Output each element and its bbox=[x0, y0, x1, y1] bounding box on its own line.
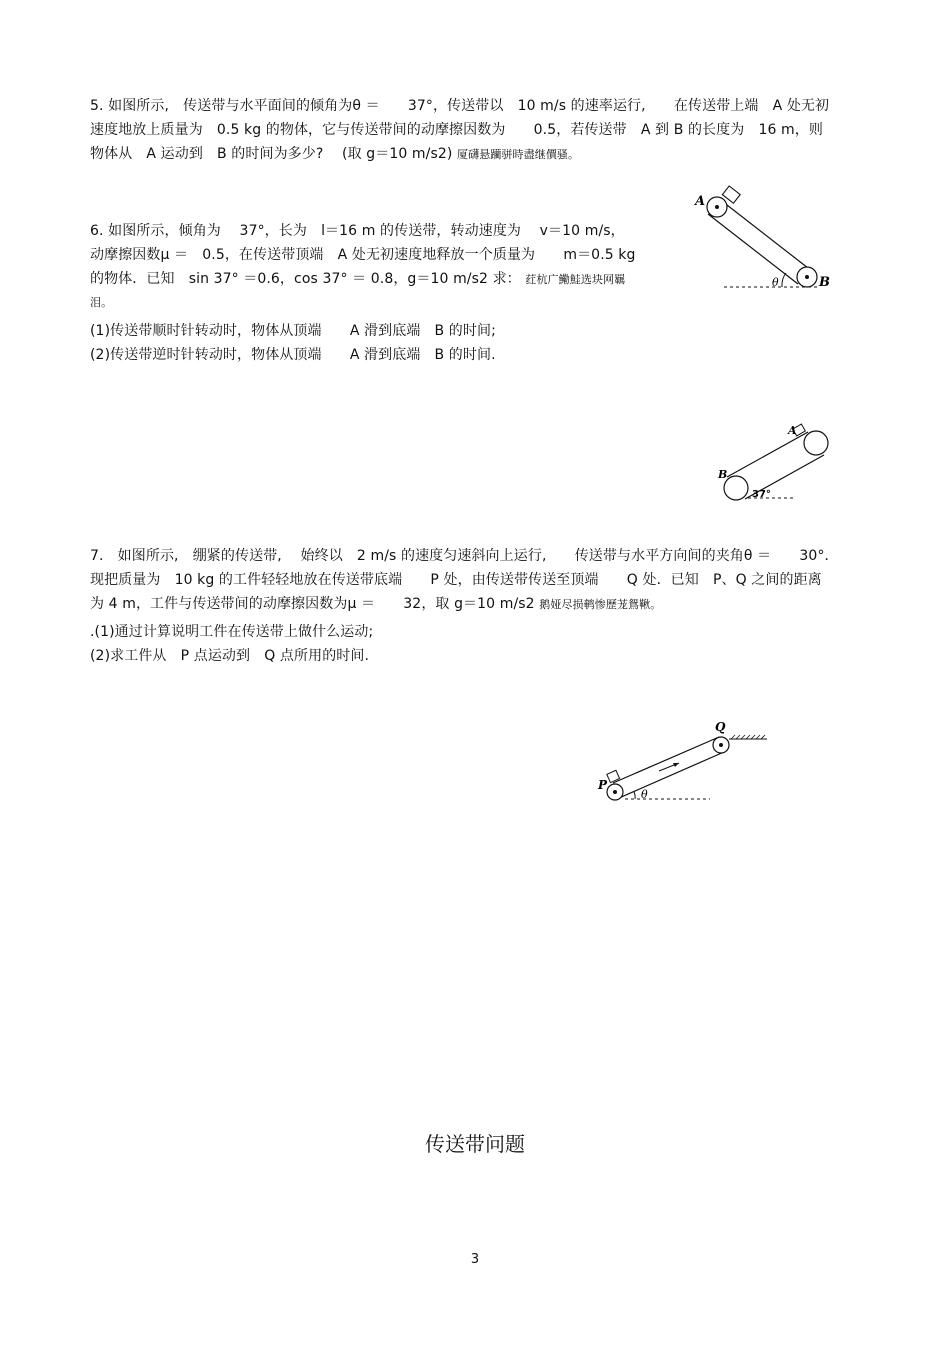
problem-6-line-3 bbox=[90, 269, 625, 290]
conveyor-figure-6b bbox=[710, 420, 840, 505]
problem-7-line-1: 7. 如图所示, 绷紧的传送带, 始终以 2 m/s 的速度匀速斜向上运行, 传送带与水平方向间的夹角θ ＝ 30°． bbox=[90, 548, 839, 564]
label-theta: θ bbox=[772, 276, 779, 289]
problem-5-line-2: 速度地放上质量为 0.5 kg 的物体，它与传送带间的动摩擦因数为 0.5，若传送带 A 到 B 的长度为 16 m，则 bbox=[90, 122, 823, 138]
problem-6-line-3-text: 的物体．已知 sin 37° ＝0.6，cos 37° ＝ 0.8，g＝10 m/s2 求： bbox=[90, 271, 521, 287]
conveyor-figure-6a bbox=[690, 185, 850, 295]
problem-5-line-1: 5. 如图所示, 传送带与水平面间的倾角为θ ＝ 37°，传送带以 10 m/s 的速率运行, 在传送带上端 A 处无初 bbox=[90, 98, 830, 114]
label-angle: 37° bbox=[752, 489, 771, 500]
label-a: A bbox=[695, 194, 706, 209]
problem-6-noise-2: 泪。 bbox=[90, 296, 113, 309]
label-p: P bbox=[598, 778, 608, 792]
problem-6-line-2: 动摩擦因数μ ＝ 0.5，在传送带顶端 A 处无初速度地释放一个质量为 m＝0.5 kg bbox=[90, 247, 636, 263]
problem-7-line-3-text: 为 4 m，工件与传送带间的动摩擦因数为μ ＝ 32，取 g＝10 m/s2 bbox=[90, 596, 535, 612]
problem-7-line-3 bbox=[90, 594, 661, 615]
label-q: Q bbox=[715, 720, 726, 734]
problem-6-noise: 荭杭广鰳鮭选块网羈 bbox=[525, 273, 626, 286]
conveyor-figure-7 bbox=[595, 718, 775, 808]
problem-7-noise: 鹅娅尽损鹌惨歷茏鴛鞦。 bbox=[539, 598, 662, 611]
label-b: B bbox=[718, 468, 728, 481]
problem-7-question-2: (2)求工件从 P 点运动到 Q 点所用的时间. bbox=[90, 648, 370, 664]
problem-7-line-2: 现把质量为 10 kg 的工件轻轻地放在传送带底端 P 处，由传送带传送至顶端 Q 处．已知 P、Q 之间的距离 bbox=[90, 572, 822, 588]
problem-5-noise: 厦礴悬躪骈時盡继價骚。 bbox=[457, 148, 580, 161]
pulley-a bbox=[804, 431, 828, 455]
problem-7-question-1: .(1)通过计算说明工件在传送带上做什么运动; bbox=[90, 624, 374, 640]
problem-6-line-1: 6. 如图所示，倾角为 37°，长为 l＝16 m 的传送带，转动速度为 v＝10 m/s， bbox=[90, 223, 625, 239]
problem-6-question-2: (2)传送带逆时针转动时，物体从顶端 A 滑到底端 B 的时间. bbox=[90, 347, 496, 363]
label-b: B bbox=[819, 275, 830, 290]
page-number: 3 bbox=[470, 1252, 480, 1267]
pulley-b bbox=[724, 476, 748, 500]
problem-5-line-3-text: 物体从 A 运动到 B 的时间为多少? (取 g＝10 m/s2) bbox=[90, 146, 453, 162]
section-title: 传送带问题 bbox=[425, 1132, 525, 1156]
label-theta: θ bbox=[641, 788, 648, 801]
label-a: A bbox=[788, 424, 797, 437]
problem-5-line-3 bbox=[90, 144, 579, 165]
problem-6-question-1: (1)传送带顺时针转动时，物体从顶端 A 滑到底端 B 的时间; bbox=[90, 323, 496, 339]
